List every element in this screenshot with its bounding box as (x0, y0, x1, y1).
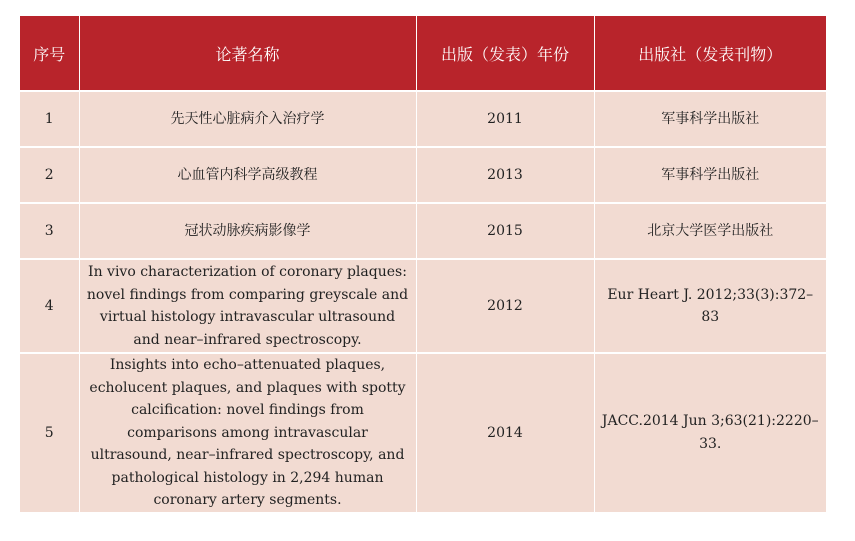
table-row (20, 259, 826, 353)
publications-table (20, 16, 826, 512)
cell-index: 2 (20, 147, 79, 203)
table-row (20, 91, 826, 147)
cell-index: 3 (20, 203, 79, 259)
header-publisher: 出版社（发表刊物） (594, 16, 826, 91)
cell-publisher: 军事科学出版社 (594, 91, 826, 147)
cell-year: 2012 (416, 259, 594, 353)
cell-index: 1 (20, 91, 79, 147)
cell-index: 5 (20, 353, 79, 512)
cell-title: 冠状动脉疾病影像学 (79, 203, 416, 259)
cell-publisher: Eur Heart J. 2012;33(3):372–83 (594, 259, 826, 353)
cell-title: In vivo characterization of coronary plaques: novel findings from comparing greyscale and virtual histology intravascular ultrasound and near–infrared spectroscopy. (79, 259, 416, 353)
cell-year: 2014 (416, 353, 594, 512)
table-row (20, 147, 826, 203)
table-row (20, 203, 826, 259)
header-index: 序号 (20, 16, 79, 91)
cell-publisher: JACC.2014 Jun 3;63(21):2220–33. (594, 353, 826, 512)
cell-index: 4 (20, 259, 79, 353)
cell-publisher: 军事科学出版社 (594, 147, 826, 203)
cell-year: 2013 (416, 147, 594, 203)
cell-title: 先天性心脏病介入治疗学 (79, 91, 416, 147)
cell-title: Insights into echo–attenuated plaques, echolucent plaques, and plaques with spotty calcification: novel findings from comparisons among intravascular ultrasound, near–infrared spectroscopy, and pathological histology in 2,294 human coronary artery segments. (79, 353, 416, 512)
header-year: 出版（发表）年份 (416, 16, 594, 91)
header-title: 论著名称 (79, 16, 416, 91)
table-row (20, 353, 826, 512)
cell-publisher: 北京大学医学出版社 (594, 203, 826, 259)
cell-year: 2011 (416, 91, 594, 147)
table-header-row (20, 16, 826, 91)
cell-title: 心血管内科学高级教程 (79, 147, 416, 203)
cell-year: 2015 (416, 203, 594, 259)
